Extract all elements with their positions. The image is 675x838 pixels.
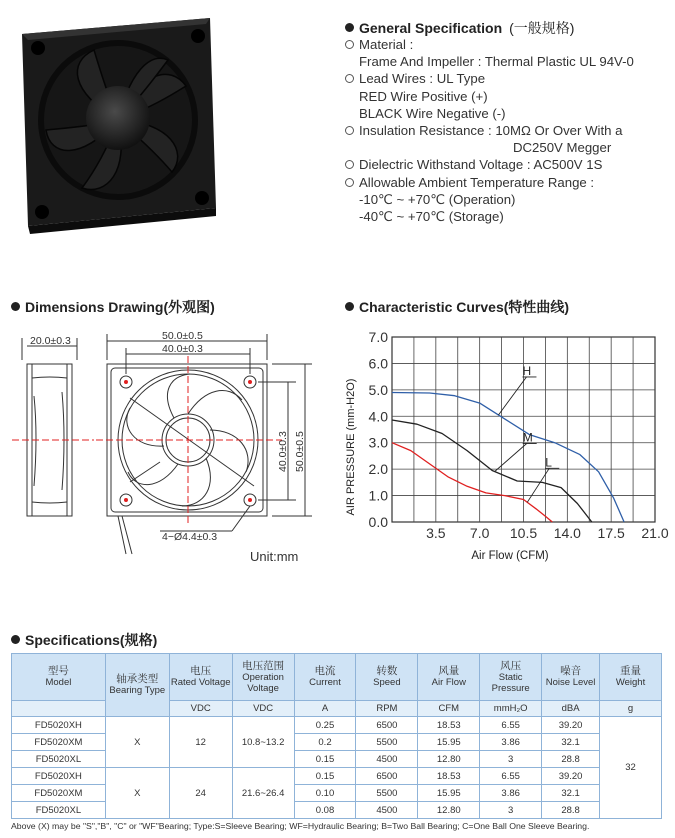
height-outer-label: 50.0±0.5 <box>294 431 306 472</box>
series-label: M <box>522 430 533 445</box>
series-line-m <box>392 420 592 522</box>
y-tick-label: 6.0 <box>368 355 388 372</box>
dimensions-drawing <box>10 326 340 576</box>
header-bearing: 轴承类型 Bearing Type <box>105 654 169 717</box>
width-outer-label: 50.0±0.5 <box>162 330 203 342</box>
x-tick-label: 10.5 <box>509 525 538 541</box>
header-rated-voltage: 电压 Rated Voltage <box>169 654 232 701</box>
x-tick-labels <box>426 525 669 541</box>
x-tick-label: 21.0 <box>641 525 669 541</box>
y-axis-label: AIR PRESSURE (mm-H2O) <box>345 378 357 516</box>
specifications-table <box>11 653 662 819</box>
table-row: FD5020XM 0.2 5500 15.95 3.86 32.1 <box>12 734 662 751</box>
table-units-row: VDC VDC A RPM CFM mmH₂O dBA g <box>12 701 662 717</box>
table-row: FD5020XL 0.08 4500 12.80 3 28.8 <box>12 802 662 819</box>
header-speed: 转数 Speed <box>356 654 418 701</box>
table-header-row <box>12 654 662 701</box>
series-label: H <box>522 363 532 378</box>
table-row: FD5020XM 0.10 5500 15.95 3.86 32.1 <box>12 785 662 802</box>
header-weight: 重量 Weight <box>600 654 662 701</box>
y-tick-label: 2.0 <box>368 461 388 478</box>
y-tick-label: 0.0 <box>368 514 388 530</box>
holes-dimension-label: 4−Ø4.4±0.3 <box>162 531 218 543</box>
y-tick-label: 3.0 <box>368 434 388 451</box>
y-tick-label: 4.0 <box>368 408 388 425</box>
header-model: 型号 Model <box>12 654 106 701</box>
series-label: L <box>545 455 552 470</box>
series-leader-line <box>527 468 549 502</box>
header-air-flow: 风量 Air Flow <box>418 654 480 701</box>
header-operation-voltage: 电压范围 Operation Voltage <box>232 654 294 701</box>
unit-label: Unit:mm <box>250 549 299 564</box>
curves-title: Characteristic Curves(特性曲线) <box>345 297 569 317</box>
table-row: FD5020XL 0.15 4500 12.80 3 28.8 <box>12 751 662 768</box>
x-tick-label: 7.0 <box>469 525 490 541</box>
header-static-pressure: 风压 Static Pressure <box>480 654 542 701</box>
header-noise: 噪音 Noise Level <box>542 654 600 701</box>
x-tick-label: 17.5 <box>597 525 625 541</box>
characteristic-chart <box>340 325 670 570</box>
specifications-title: Specifications(规格) <box>11 630 157 650</box>
x-tick-label: 14.0 <box>553 525 581 541</box>
table-row: FD5020XH X 12 10.8~13.2 0.25 6500 18.53 6.55 39.20 32 <box>12 717 662 734</box>
y-tick-labels <box>369 329 389 530</box>
dimensions-title: Dimensions Drawing(外观图) <box>11 297 215 317</box>
y-tick-label: 1.0 <box>368 487 388 504</box>
header-current: 电流 Current <box>294 654 356 701</box>
general-spec-title: General Specification (一般规格) <box>345 18 574 38</box>
depth-dimension-label: 20.0±0.3 <box>30 335 71 347</box>
series-leader-line <box>498 377 526 415</box>
y-tick-label: 5.0 <box>368 381 388 398</box>
series-leader-line <box>495 444 527 472</box>
table-footnote: Above (X) may be "S","B", "C" or "WF"Bearing; Type:S=Sleeve Bearing; WF=Hydraulic Bearing; B=Two Ball Bearing; C=One Ball One Sleeve Bearing. <box>11 821 590 831</box>
table-row: FD5020XH X 24 21.6~26.4 0.15 6500 18.53 6.55 39.20 <box>12 768 662 785</box>
height-inner-label: 40.0±0.3 <box>277 431 289 472</box>
width-inner-label: 40.0±0.3 <box>162 343 203 355</box>
fan-photo <box>10 12 220 234</box>
general-spec-list: Material : Frame And Impeller : Thermal Plastic UL 94V-0 Lead Wires : UL Type RED Wire Positive (+) BLACK Wire Negative (-) Insulation Resistance : 10MΩ Or Over With a DC250V Megger Dielectric Withstand Voltage : AC500V 1S Allowable Ambient Temperature Range : -10℃ ~ +70℃ (Operation) -40℃ ~ +70℃ (Storage) <box>345 36 670 225</box>
x-tick-label: 3.5 <box>426 525 446 541</box>
x-axis-label: Air Flow (CFM) <box>471 550 549 562</box>
y-tick-label: 7.0 <box>368 329 388 345</box>
